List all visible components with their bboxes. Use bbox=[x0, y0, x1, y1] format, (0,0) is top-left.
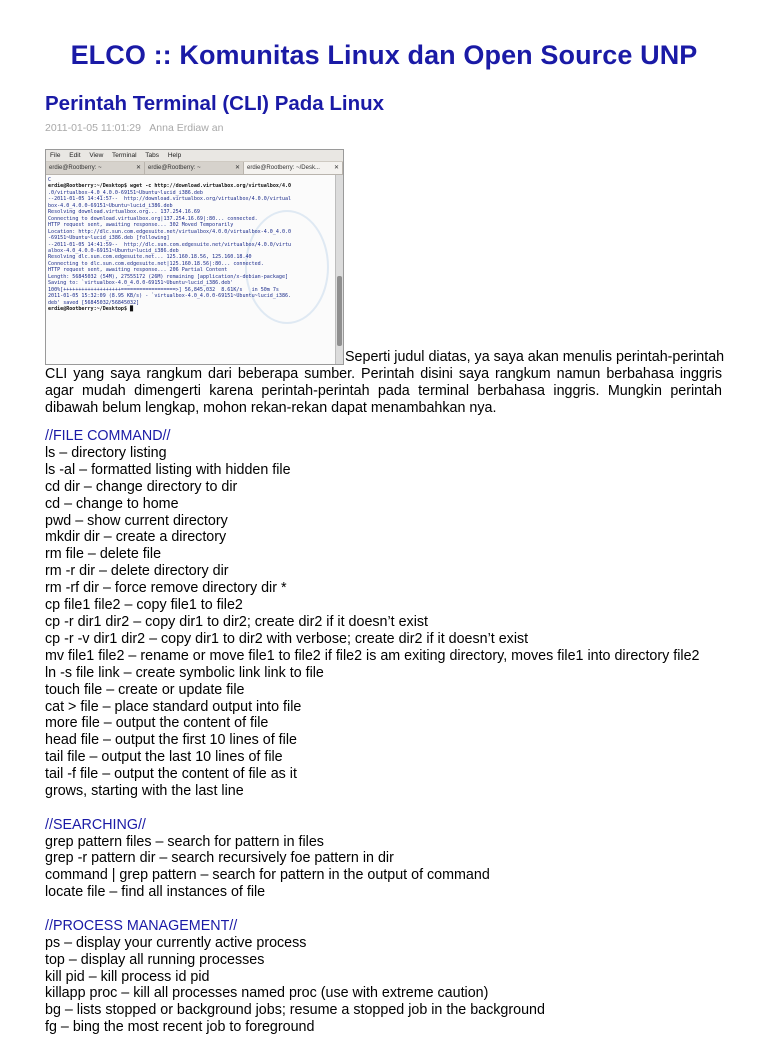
command-item: cd dir – change directory to dir bbox=[45, 478, 238, 495]
terminal-screenshot bbox=[45, 149, 344, 365]
command-item: rm -r dir – delete directory dir bbox=[45, 563, 229, 580]
command-item: cp -r dir1 dir2 – copy dir1 to dir2; create dir2 if it doesn’t exist bbox=[45, 613, 429, 630]
post-title[interactable]: Perintah Terminal (CLI) Pada Linux bbox=[45, 92, 385, 115]
terminal-line: deb' saved [56845032/56845032] bbox=[48, 299, 140, 306]
terminal-menu-help: Help bbox=[167, 152, 182, 159]
terminal-line: .0/virtualbox-4.0_4.0.0-69151~Ubuntu~lucid_i386.deb bbox=[48, 189, 203, 196]
command-item: pwd – show current directory bbox=[45, 512, 228, 529]
command-item: cd – change to home bbox=[45, 495, 179, 512]
terminal-line: Connecting to download.virtualbox.org|137.254.16.69|:80... connected. bbox=[48, 215, 258, 222]
terminal-tab-active bbox=[244, 162, 343, 174]
command-item: rm -rf dir – force remove directory dir * bbox=[45, 580, 287, 597]
command-item: bg – lists stopped or background jobs; resume a stopped job in the background bbox=[45, 1002, 545, 1019]
command-section bbox=[45, 918, 745, 1036]
terminal-tab-label: erdie@Rootberry: ~/Desk... bbox=[247, 165, 320, 171]
terminal-line: HTTP request sent, awaiting response... 206 Partial Content bbox=[48, 267, 228, 274]
terminal-line: Saving to: `virtualbox-4.0_4.0.0-69151~Ubuntu~lucid_i386.deb' bbox=[48, 280, 234, 287]
post-date: 2011-01-05 11:01:29 bbox=[45, 122, 141, 134]
command-item: cp file1 file2 – copy file1 to file2 bbox=[45, 597, 243, 614]
command-item: cat > file – place standard output into file bbox=[45, 698, 302, 715]
command-item: mkdir dir – create a directory bbox=[45, 529, 227, 546]
command-item: head file – output the first 10 lines of file bbox=[45, 732, 297, 749]
terminal-scrollbar-thumb bbox=[337, 276, 342, 346]
command-item: ln -s file link – create symbolic link link to file bbox=[45, 664, 324, 681]
terminal-menubar bbox=[46, 150, 343, 162]
post-meta bbox=[45, 122, 229, 134]
terminal-line: 100%[+++++++++++++++++++==================>] 56,845,032 8.61K/s in 50m 7s bbox=[48, 286, 279, 293]
terminal-output bbox=[46, 175, 336, 364]
command-item: ls – directory listing bbox=[45, 444, 167, 461]
command-item: more file – output the content of file bbox=[45, 715, 269, 732]
terminal-line: HTTP request sent, awaiting response... 302 Moved Temporarily bbox=[48, 222, 234, 229]
command-item: ls -al – formatted listing with hidden file bbox=[45, 461, 291, 478]
terminal-menu-file: File bbox=[50, 152, 61, 159]
post-author[interactable]: Anna Erdiaw an bbox=[149, 122, 224, 134]
command-item: top – display all running processes bbox=[45, 951, 265, 968]
terminal-line: --2011-01-05 14:41:59-- http://dlc.sun.com.edgesuite.net/virtualbox/4.0.0/virtu bbox=[48, 241, 292, 248]
command-item: tail file – output the last 10 lines of file bbox=[45, 749, 283, 766]
terminal-tab-label: erdie@Rootberry: ~ bbox=[148, 165, 201, 171]
site-title[interactable]: ELCO :: Komunitas Linux dan Open Source UNP bbox=[70, 40, 698, 70]
terminal-scrollbar bbox=[335, 175, 343, 364]
terminal-menu-edit: Edit bbox=[69, 152, 81, 159]
section-heading: //SEARCHING// bbox=[45, 816, 146, 833]
command-item: cp -r -v dir1 dir2 – copy dir1 to dir2 with verbose; create dir2 if it doesn’t exist bbox=[45, 630, 529, 647]
tab-close-icon: ✕ bbox=[234, 165, 240, 171]
command-section bbox=[45, 428, 745, 800]
intro-paragraph: CLI yang saya rangkum dari beberapa sumber. Perintah disini saya rangkum namun berbahasa inggris agar mudah dimengerti karena perintah-perintah pada terminal berbahasa inggris. Mungkin perintah dibawah belum lengkap, mohon rekan-rekan dapat menambahkan nya. bbox=[45, 366, 722, 416]
command-item: kill pid – kill process id pid bbox=[45, 968, 210, 985]
command-item: grep -r pattern dir – search recursively foe pattern in dir bbox=[45, 850, 394, 867]
command-item: tail -f file – output the content of file as it bbox=[45, 766, 297, 783]
command-sections bbox=[45, 428, 745, 1053]
command-section bbox=[45, 817, 745, 902]
terminal-menu-view: View bbox=[89, 152, 104, 159]
tab-close-icon: ✕ bbox=[135, 165, 141, 171]
section-heading: //PROCESS MANAGEMENT// bbox=[45, 917, 238, 934]
terminal-line: C bbox=[48, 177, 52, 183]
command-item: grep pattern files – search for pattern in files bbox=[45, 833, 324, 850]
terminal-line: 2011-01-05 15:32:09 (8.95 KB/s) - `virtualbox-4.0_4.0.0-69151~Ubuntu~lucid_i386. bbox=[48, 293, 292, 300]
command-item: killapp proc – kill all processes named proc (use with extreme caution) bbox=[45, 985, 489, 1002]
terminal-line: Resolving dlc.sun.com.edgesuite.net... 125.160.18.56, 125.160.18.40 bbox=[48, 254, 252, 261]
terminal-tabbar bbox=[46, 162, 343, 175]
terminal-line: Location: http://dlc.sun.com.edgesuite.net/virtualbox/4.0.0/virtualbox-4.0_4.0.0 bbox=[48, 228, 292, 235]
command-item: rm file – delete file bbox=[45, 546, 162, 563]
command-item: mv file1 file2 – rename or move file1 to file2 if file2 is am exiting directory, moves file1 into directory file2 bbox=[45, 647, 700, 664]
terminal-line: Resolving download.virtualbox.org... 137.254.16.69 bbox=[48, 209, 200, 216]
terminal-menu-terminal: Terminal bbox=[112, 152, 137, 159]
terminal-line: erdie@Rootberry:~/Desktop$ █ bbox=[48, 306, 134, 313]
section-heading: //FILE COMMAND// bbox=[45, 428, 171, 444]
command-item: grows, starting with the last line bbox=[45, 783, 244, 800]
terminal-line: -69151~Ubuntu~lucid_i386.deb [following] bbox=[48, 235, 170, 242]
terminal-tab bbox=[46, 162, 145, 174]
terminal-line: Connecting to dlc.sun.com.edgesuite.net|125.160.18.56|:80... connected. bbox=[48, 260, 264, 267]
command-item: touch file – create or update file bbox=[45, 681, 245, 698]
terminal-line: --2011-01-05 14:41:57-- http://download.virtualbox.org/virtualbox/4.0.0/virtual bbox=[48, 196, 292, 203]
terminal-line: box-4.0_4.0.0-69151~Ubuntu~lucid_i386.deb bbox=[48, 202, 173, 209]
terminal-line: albox-4.0_4.0.0-69151~Ubuntu~lucid_i386.deb bbox=[48, 247, 179, 254]
terminal-menu-tabs: Tabs bbox=[145, 152, 159, 159]
terminal-tab-label: erdie@Rootberry: ~ bbox=[49, 165, 102, 171]
terminal-tab bbox=[145, 162, 244, 174]
intro-first-line: Seperti judul diatas, ya saya akan menulis perintah-perintah bbox=[345, 349, 725, 365]
command-item: locate file – find all instances of file bbox=[45, 884, 266, 901]
command-item: command | grep pattern – search for pattern in the output of command bbox=[45, 867, 490, 884]
tab-close-icon: ✕ bbox=[333, 165, 339, 171]
terminal-line: erdie@Rootberry:~/Desktop$ wget -c http://download.virtualbox.org/virtualbox/4.0 bbox=[48, 183, 292, 190]
terminal-line: Length: 56845032 (54M), 27555172 (26M) remaining [application/x-debian-package] bbox=[48, 273, 289, 280]
command-item: ps – display your currently active process bbox=[45, 934, 307, 951]
command-item: fg – bing the most recent job to foreground bbox=[45, 1019, 315, 1036]
